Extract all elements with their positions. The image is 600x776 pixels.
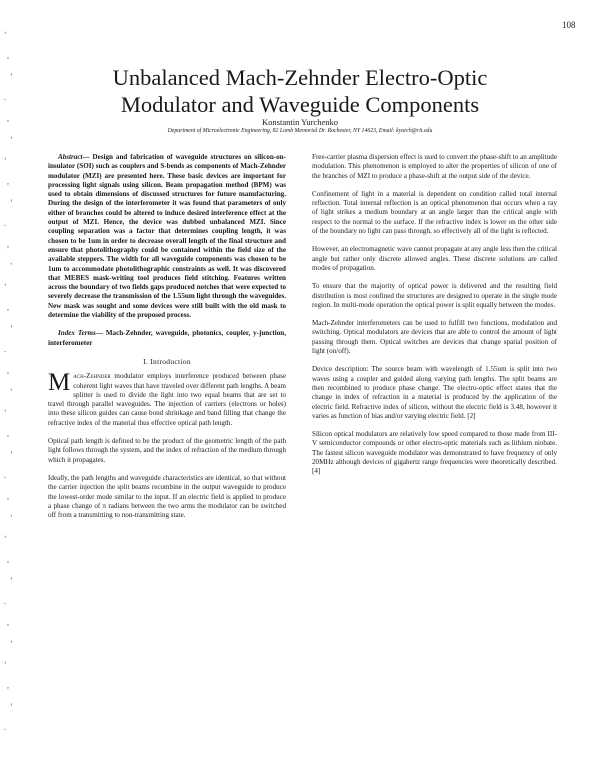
right-paragraph-5: Mach-Zehnder interferometers can be used to fulfill two functions, modulation and switching. Optical modulators are devices that are able to control the amount of light passing through them. Optical switches are devices that change spatial position of light (on/off). <box>312 319 557 356</box>
margin-scan-mark: ‘ <box>4 534 7 543</box>
author-name: Konstantin Yurchenko <box>262 117 338 127</box>
margin-scan-mark: , <box>7 114 9 123</box>
margin-scan-mark: ‘ <box>4 156 7 165</box>
abstract-text: Design and fabrication of waveguide structures on silicon-on-insulator (SOI) such as couplers and S-bends as components of Mach-Zehnder modulator (MZI) are presented here. These basic devices are important for processing light signals using silicon. Beam propagation method (BPM) was used to obtain dimensions of discussed structures for future manufacturing. During the design of the interferometer it was found that parameters of only either of branches could be altered to induce desired interference effect at the output of MZI. Hence, the device was dubbed unbalanced MZI. Since coupling separation was a factor that determines coupling length, it was chosen to be 1um in order to decrease overall length of the final structure and ensure that photolithography could be contained within the field size of the available steppers. The width for all waveguide components was chosen to be 1um to accommodate photolithographic constraints as well. It was discovered that MEBES mask-writing tool produces field stitching. Features written across the boundary of two fields gaps produced notches that were expected to severely decrease the transmission of the 1.55um light through the waveguides. New mask was sought and some devices were still built with the old mask to determine the viability of the proposed process. <box>48 153 286 320</box>
margin-scan-mark: ‘ <box>10 135 13 144</box>
title-line-2: Modulator and Waveguide Components <box>120 92 480 117</box>
author-affiliation: Department of Microelectronic Engineering, 82 Lomb Memorial Dr. Rochester, NY 14623, Email: kyurch@rit.edu <box>167 128 433 134</box>
dropcap-letter: M <box>48 369 71 397</box>
margin-scan-mark: ‘ <box>10 261 13 270</box>
margin-scan-mark: . <box>4 723 6 732</box>
margin-scan-mark: , <box>7 681 9 690</box>
margin-scan-mark: ’ <box>10 702 13 711</box>
margin-scan-mark: ‘ <box>4 30 7 39</box>
paper-title <box>60 64 540 118</box>
section-heading-introduction: I. Introduction <box>143 356 191 366</box>
margin-scan-mark: ’ <box>10 450 13 459</box>
right-paragraph-1: Free-carrier plasma dispersion effect is used to convert the phase-shift to an amplitude modulation. This phenomenon is employed to alter the properties of silicon of one of the branches of MZI to produce a phase-shift at the output side of the device. <box>312 153 557 180</box>
margin-scan-mark: , <box>7 177 9 186</box>
margin-scan-mark: ‘ <box>4 408 7 417</box>
right-paragraph-3: However, an electromagnetic wave cannot propagate at any angle less then the critical angle but rather only discrete allowed angles. These discrete solutions are called modes of propagation. <box>312 245 557 272</box>
margin-scan-mark: , <box>7 429 9 438</box>
intro-paragraph-2: Optical path length is defined to be the product of the geometric length of the path light follows through the system, and the index of refraction of the medium through which it propagates. <box>48 437 286 464</box>
intro-caps-word: ach-Zehnder <box>73 372 111 381</box>
margin-scan-mark: . <box>4 471 6 480</box>
abstract: Abstract— Design and fabrication of waveguide structures on silicon-on-insulator (SOI) such as couplers and S-bends as components of Mach-Zehnder modulator (MZI) are presented here. These basic devices are important for processing light signals using silicon. Beam propagation method (BPM) was used to obtain dimensions of discussed structures for future manufacturing. During the design of the interferometer it was found that parameters of only either of branches could be altered to induce desired interference effect at the output of MZI. Hence, the device was dubbed unbalanced MZI. Since coupling separation was a factor that determines coupling length, it was chosen to be 1um in order to decrease overall length of the final structure and ensure that photolithography could be contained within the field size of the available steppers. The width for all waveguide components was chosen to be 1um to accommodate photolithographic constraints as well. It was discovered that MEBES mask-writing tool produces field stitching. Features written across the boundary of two fields gaps produced notches that were expected to severely decrease the transmission of the 1.55um light through the waveguides. New mask was sought and some devices were still built with the old mask to determine the viability of the proposed process. <box>48 153 286 320</box>
margin-scan-mark: , <box>7 51 9 60</box>
margin-scan-mark: . <box>4 597 6 606</box>
margin-scan-mark: , <box>7 618 9 627</box>
right-paragraph-6: Device description: The source beam with wavelength of 1.55um is split into two waves using a coupler and guided along varying path lengths. The split beams are then recombined to produce phase change. The electro-optic effect states that the change in index of refraction in a material is produced by the application of the electric field. Refractive index of silicon, without the electric field is 3.48, however it varies as function of bias and/or varying electric field. [2] <box>312 365 557 420</box>
right-paragraph-7: Silicon optical modulators are relatively low speed compared to those made from III-V semiconductor compounds or other electro-optic materials such as lithium niobate. The fastest silicon waveguide modulator was demonstrated to have frequency of only 20MHz although devices of gigahertz range frequencies were theoretically described. [4] <box>312 430 557 476</box>
index-terms-label: Index Terms <box>58 329 96 338</box>
right-column <box>312 153 557 486</box>
left-column <box>48 153 286 529</box>
margin-scan-mark: . <box>4 93 6 102</box>
index-terms: Index Terms— Mach-Zehnder, waveguide, photonics, coupler, y-junction, interferometer <box>48 329 286 347</box>
margin-scan-mark: , <box>7 303 9 312</box>
margin-scan-mark: ‘ <box>4 282 7 291</box>
right-paragraph-2: Confinement of light in a material is dependent on condition called total internal reflection. Total internal reflection is an optical phenomenon that occurs when a ray of light strikes a medium boundary at an angle larger than the critical angle with respect to the normal to the surface. If the refractive index is lower on the other side of the boundary no light can pass through, so effectively all of the light is reflected. <box>312 189 557 236</box>
right-paragraph-4: To ensure that the majority of optical power is delivered and the resulting field distribution is most confined the structures are designed to operate in the single mode region. In multi-mode operation the optical power is split equally between the modes. <box>312 282 557 309</box>
margin-scan-mark: , <box>7 240 9 249</box>
margin-scan-mark: ’ <box>10 576 13 585</box>
margin-scan-mark: , <box>7 492 9 501</box>
margin-scan-mark: . <box>4 345 6 354</box>
title-line-1: Unbalanced Mach-Zehnder Electro-Optic <box>112 65 488 90</box>
margin-scan-mark: ‘ <box>10 387 13 396</box>
index-terms-text: Mach-Zehnder, waveguide, photonics, coupler, y-junction, interferometer <box>48 329 286 347</box>
margin-scan-mark: ‘ <box>10 513 13 522</box>
margin-scan-mark: , <box>7 366 9 375</box>
margin-scan-mark: ‘ <box>4 660 7 669</box>
margin-scan-mark: ’ <box>10 72 13 81</box>
intro-paragraph-3: Ideally, the path lengths and waveguide characteristics are identical, so that without the carrier injection the split beams recombine in the output waveguide to produce the lowest-order mode similar to the input. If an electric field is applied to produce a phase change of π radians between the two arms the modulator can be switched off from a transmitting to non-transmitting state. <box>48 473 286 520</box>
abstract-label: Abstract <box>58 153 83 161</box>
intro-paragraph-1 <box>48 369 286 428</box>
page-number: 108 <box>562 20 576 30</box>
margin-scan-mark: ’ <box>10 198 13 207</box>
margin-scan-mark: , <box>7 555 9 564</box>
margin-scan-mark: ‘ <box>10 639 13 648</box>
margin-scan-mark: . <box>4 219 6 228</box>
margin-scan-mark: ’ <box>10 324 13 333</box>
left-margin-marks <box>0 0 20 776</box>
intro-paragraph-1-text: modulator employs interference produced between phase coherent light waves that have traveled over different path lengths. A beam splitter is used to divide the light into two equal beams that are set to travel through parallel waveguides. The injection of carriers (electrons or holes) into these silicon guides can cause bond shrinkage and band filling that change the refractive index of the material thus effective optical path length. <box>48 372 286 427</box>
